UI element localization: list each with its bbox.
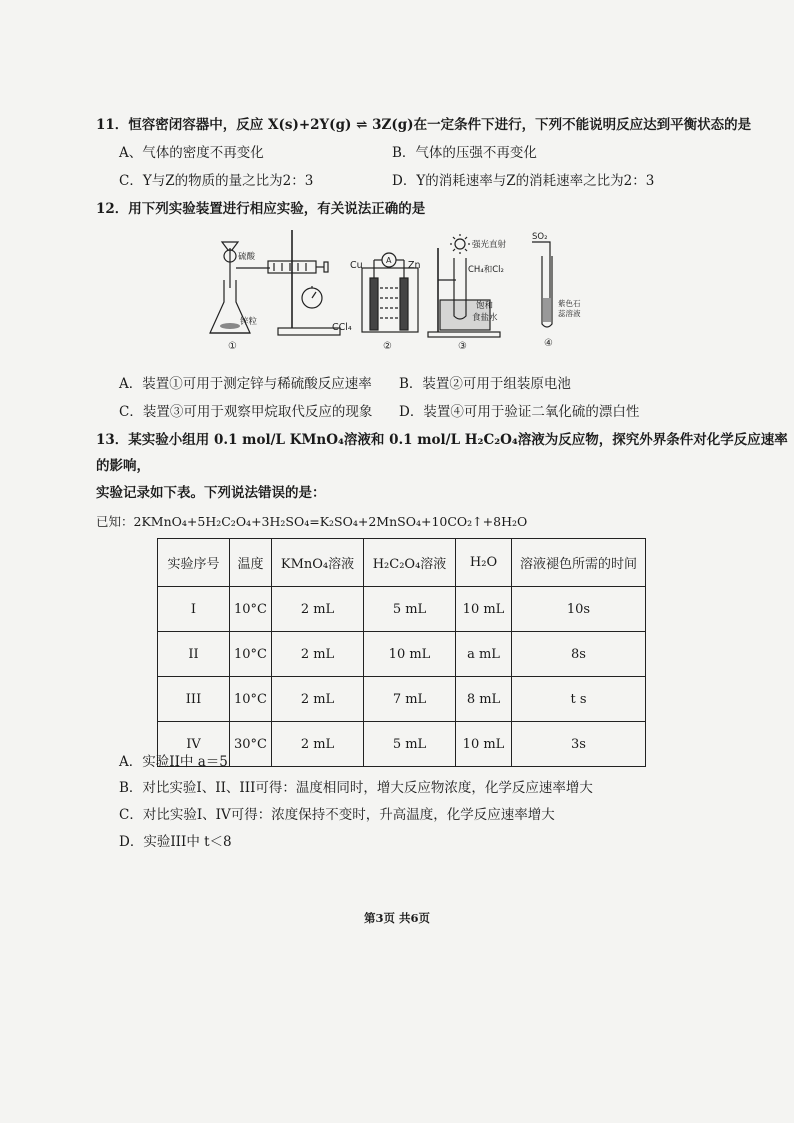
question-12-option-d: D．装置④可用于验证二氧化硫的漂白性 [399, 404, 640, 420]
table-cell: 2 mL [272, 587, 364, 632]
table-row [158, 722, 646, 767]
question-13-option-a: A．实验II中 a＝5 [119, 754, 228, 770]
table-header-cell: KMnO₄溶液 [272, 539, 364, 587]
fig-num-4: ④ [544, 338, 553, 349]
fig-label-litmus-2: 蕊溶液 [558, 309, 581, 318]
fig-label-zinc: 锌粒 [240, 317, 258, 327]
fig-label-cu: Cu [350, 260, 363, 271]
table-cell: 3s [512, 722, 646, 767]
table-header-cell: 温度 [230, 539, 272, 587]
question-11-stem: 11．恒容密闭容器中，反应 X(s)+2Y(g) ⇌ 3Z(g)在一定条件下进行，下列不能说明反应达到平衡状态的是 [96, 117, 752, 133]
fig-label-litmus-1: 紫色石 [558, 299, 581, 308]
table-cell: 10°C [230, 587, 272, 632]
question-13-stem-line-3: 实验记录如下表。下列说法错误的是： [96, 485, 326, 501]
table-header-cell: 实验序号 [158, 539, 230, 587]
fig-label-ccl4: CCl₄ [332, 322, 352, 333]
table-header-cell: 溶液褪色所需的时间 [512, 539, 646, 587]
question-13-stem-line-1: 13．某实验小组用 0.1 mol/L KMnO₄溶液和 0.1 mol/L H₂C₂O₄溶液为反应物，探究外界条件对化学反应速率 [96, 432, 788, 448]
table-cell: 2 mL [272, 632, 364, 677]
table-cell: I [158, 587, 230, 632]
fig-label-ammeter: A [386, 256, 392, 265]
table-cell: 10 mL [456, 722, 512, 767]
fig-label-acid: 硫酸 [238, 252, 256, 262]
table-cell: II [158, 632, 230, 677]
table-cell: 10 mL [456, 587, 512, 632]
table-cell: 10°C [230, 632, 272, 677]
question-12-stem: 12．用下列实验装置进行相应实验，有关说法正确的是 [96, 201, 426, 217]
table-cell: 5 mL [364, 722, 456, 767]
question-12-option-c: C．装置③可用于观察甲烷取代反应的现象 [119, 404, 373, 420]
fig-num-3: ③ [458, 341, 467, 352]
fig-num-2: ② [383, 341, 392, 352]
question-11-option-a: A、气体的密度不再变化 [119, 145, 264, 161]
table-cell: a mL [456, 632, 512, 677]
question-13-stem-line-2: 的影响， [96, 458, 150, 474]
table-cell: 7 mL [364, 677, 456, 722]
fig-label-gas: CH₄和Cl₂ [468, 265, 504, 275]
fig-label-zn: Zn [408, 260, 421, 271]
table-cell: 8s [512, 632, 646, 677]
question-12-option-b: B．装置②可用于组装原电池 [399, 376, 571, 392]
page-footer: 第3页 共6页 [363, 911, 430, 925]
table-cell: 2 mL [272, 677, 364, 722]
experiment-table [157, 538, 646, 767]
table-cell: 8 mL [456, 677, 512, 722]
table-header-cell: H₂C₂O₄溶液 [364, 539, 456, 587]
table-cell: III [158, 677, 230, 722]
question-13-option-b: B．对比实验I、II、III可得：温度相同时，增大反应物浓度，化学反应速率增大 [119, 780, 593, 796]
table-cell: 10 mL [364, 632, 456, 677]
table-cell: t s [512, 677, 646, 722]
table-row [158, 677, 646, 722]
fig-label-so2: SO₂ [532, 232, 548, 242]
table-cell: 10°C [230, 677, 272, 722]
apparatus-figure [200, 228, 600, 358]
question-13-option-c: C．对比实验I、IV可得：浓度保持不变时，升高温度，化学反应速率增大 [119, 807, 555, 823]
table-row [158, 632, 646, 677]
question-11-option-b: B．气体的压强不再变化 [392, 145, 537, 161]
question-13-known-equation: 已知：2KMnO₄+5H₂C₂O₄+3H₂SO₄=K₂SO₄+2MnSO₄+10CO₂↑+8H₂O [96, 514, 528, 529]
question-11-option-c: C．Y与Z的物质的量之比为2：3 [119, 173, 314, 189]
question-13-option-d: D．实验III中 t＜8 [119, 834, 232, 850]
table-row [158, 587, 646, 632]
table-cell: IV [158, 722, 230, 767]
table-cell: 2 mL [272, 722, 364, 767]
table-header-cell: H₂O [456, 539, 512, 587]
fig-label-light: 强光直射 [472, 240, 507, 250]
table-header-row [158, 539, 646, 587]
fig-label-brine-2: 食盐水 [472, 313, 498, 323]
table-cell: 10s [512, 587, 646, 632]
table-cell: 30°C [230, 722, 272, 767]
fig-num-1: ① [228, 341, 237, 352]
question-12-option-a: A．装置①可用于测定锌与稀硫酸反应速率 [119, 376, 372, 392]
table-cell: 5 mL [364, 587, 456, 632]
question-11-option-d: D．Y的消耗速率与Z的消耗速率之比为2：3 [392, 173, 655, 189]
fig-label-brine-1: 饱和 [476, 301, 494, 311]
